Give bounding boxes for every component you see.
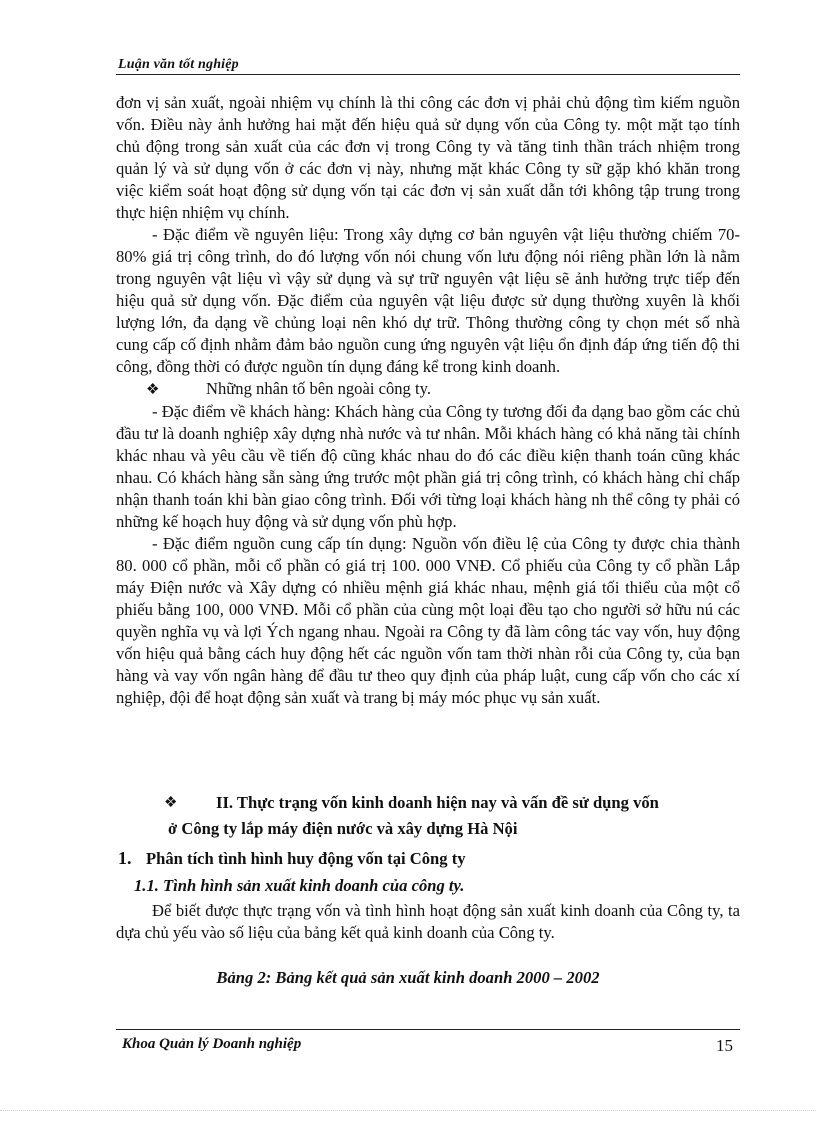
heading-1-1: 1.1. Tình hình sản xuất kinh doanh của công ty. <box>134 876 465 895</box>
header-rule <box>116 74 740 75</box>
heading-1 <box>118 848 466 869</box>
footer-rule <box>116 1029 740 1030</box>
paragraph-intro-table: Để biết được thực trạng vốn và tình hình hoạt động sản xuất kinh doanh của Công ty, ta dựa chủ yếu vào số liệu của bảng kết quả kinh doanh của Công ty. <box>116 901 740 942</box>
heading-1-text: Phân tích tình hình huy động vốn tại Công ty <box>146 849 466 868</box>
paragraph-materials: - Đặc điểm về nguyên liệu: Trong xây dựng cơ bản nguyên vật liệu thường chiếm 70-80% giá trị công trình, do đó lượng vốn nói chung vốn lưu động nói riêng phần lớn là nằm trong nguyên vật liệu vì vậy sử dụng và sự trữ nguyên vật liệu sẽ ảnh hưởng trực tiếp đến hiệu quả sử dụng vốn. Đặc điểm của nguyên vật liệu được sử dụng thường xuyên là khối lượng lớn, đa dạng về chủng loại nên khó dự trữ. Thông thường công ty chọn mét số nhà cung cấp cố định nhằm đảm bảo nguồn cung ứng nguyên vật liệu ổn định đáp ứng tiến độ thi công, đồng thời có được nguồn tín dụng đáng kể trong kinh doanh. <box>116 225 740 376</box>
body-text <box>116 92 740 709</box>
paragraph-credit: - Đặc điểm nguồn cung cấp tín dụng: Nguồn vốn điều lệ của Công ty được chia thành 80. 000 cổ phần, mỗi cổ phần có giá trị 100. 000 VNĐ. Cổ phiếu của Công ty cổ phần Lắp máy Điện nước và Xây dựng có nhiều mệnh giá khác nhau, mệnh giá tối thiểu của một cổ phiếu bằng 100, 000 VNĐ. Mỗi cổ phần của cùng một loại đều tạo cho người sở hữu nú các quyền nghĩa vụ và lợi Ých ngang nhau. Ngoài ra Công ty đã làm công tác vay vốn, huy động vốn hiệu quả bằng cách huy động hết các nguồn vốn tam thời nhàn rỗi của Công ty, của bạn hàng và vay vốn ngân hàng để đầu tư theo quy định của pháp luật, cung cấp vốn cho các xí nghiệp, đội để hoạt động sản xuất và trang bị máy móc phục vụ sản xuất. <box>116 534 740 707</box>
section-heading <box>164 790 740 842</box>
section-heading-line1: II. Thực trạng vốn kinh doanh hiện nay và vấn đề sử dụng vốn <box>216 793 659 812</box>
paragraph-continuation: đơn vị sản xuất, ngoài nhiệm vụ chính là thi công các đơn vị phải chủ động tìm kiếm nguồn vốn. Điều này ảnh hưởng hai mặt đến hiệu quả sử dụng vốn của Công ty. một mặt tạo tính chủ động trong sản xuất của các đơn vị trong Công ty và tăng tinh thần trách nhiệm trong quản lý và sử dụng vốn ở các đơn vị này, nhưng mặt khác Công ty sữ gặp khó khăn trong việc kiểm soát hoạt động sử dụng vốn tại các đơn vị sản xuất dẫn tới không tập trung trong thực hiện nhiệm vụ chính. <box>116 93 740 222</box>
table-caption: Bảng 2: Bảng kết quả sản xuất kinh doanh 2000 – 2002 <box>216 968 600 987</box>
diamond-bullet-icon: ❖ <box>164 795 178 811</box>
bullet-external-factors-text: Những nhân tố bên ngoài công ty. <box>206 379 431 398</box>
footer-title: Khoa Quản lý Doanh nghiệp <box>122 1036 302 1052</box>
body-text-2 <box>116 900 740 944</box>
diamond-bullet-icon: ❖ <box>146 382 160 398</box>
running-header-title: Luận văn tốt nghiệp <box>118 57 239 72</box>
section-heading-line2: ở Công ty lắp máy điện nước và xây dựng Hà Nội <box>168 819 518 838</box>
page-edge <box>0 1110 816 1112</box>
page-number: 15 <box>716 1036 733 1055</box>
heading-1-number: 1. <box>118 848 132 868</box>
bullet-external-factors <box>116 378 740 401</box>
paragraph-customers: - Đặc điểm về khách hàng: Khách hàng của Công ty tương đối đa dạng bao gồm các chủ đầu tư là doanh nghiệp xây dựng nhà nước và tư nhân. Mỗi khách hàng có khả năng tài chính khác nhau và yêu cầu về tiến độ cũng khác nhau do đó các điều kiện thanh toán cũng khác nhau. Có khách hàng sẵn sàng ứng trước một phần giá trị công trình, có khách hàng chỉ chấp nhận thanh toán khi bàn giao công trình. Đối với từng loại khách hàng nh thể công ty phải có những kế hoạch huy động và sử dụng vốn phù hợp. <box>116 402 740 531</box>
